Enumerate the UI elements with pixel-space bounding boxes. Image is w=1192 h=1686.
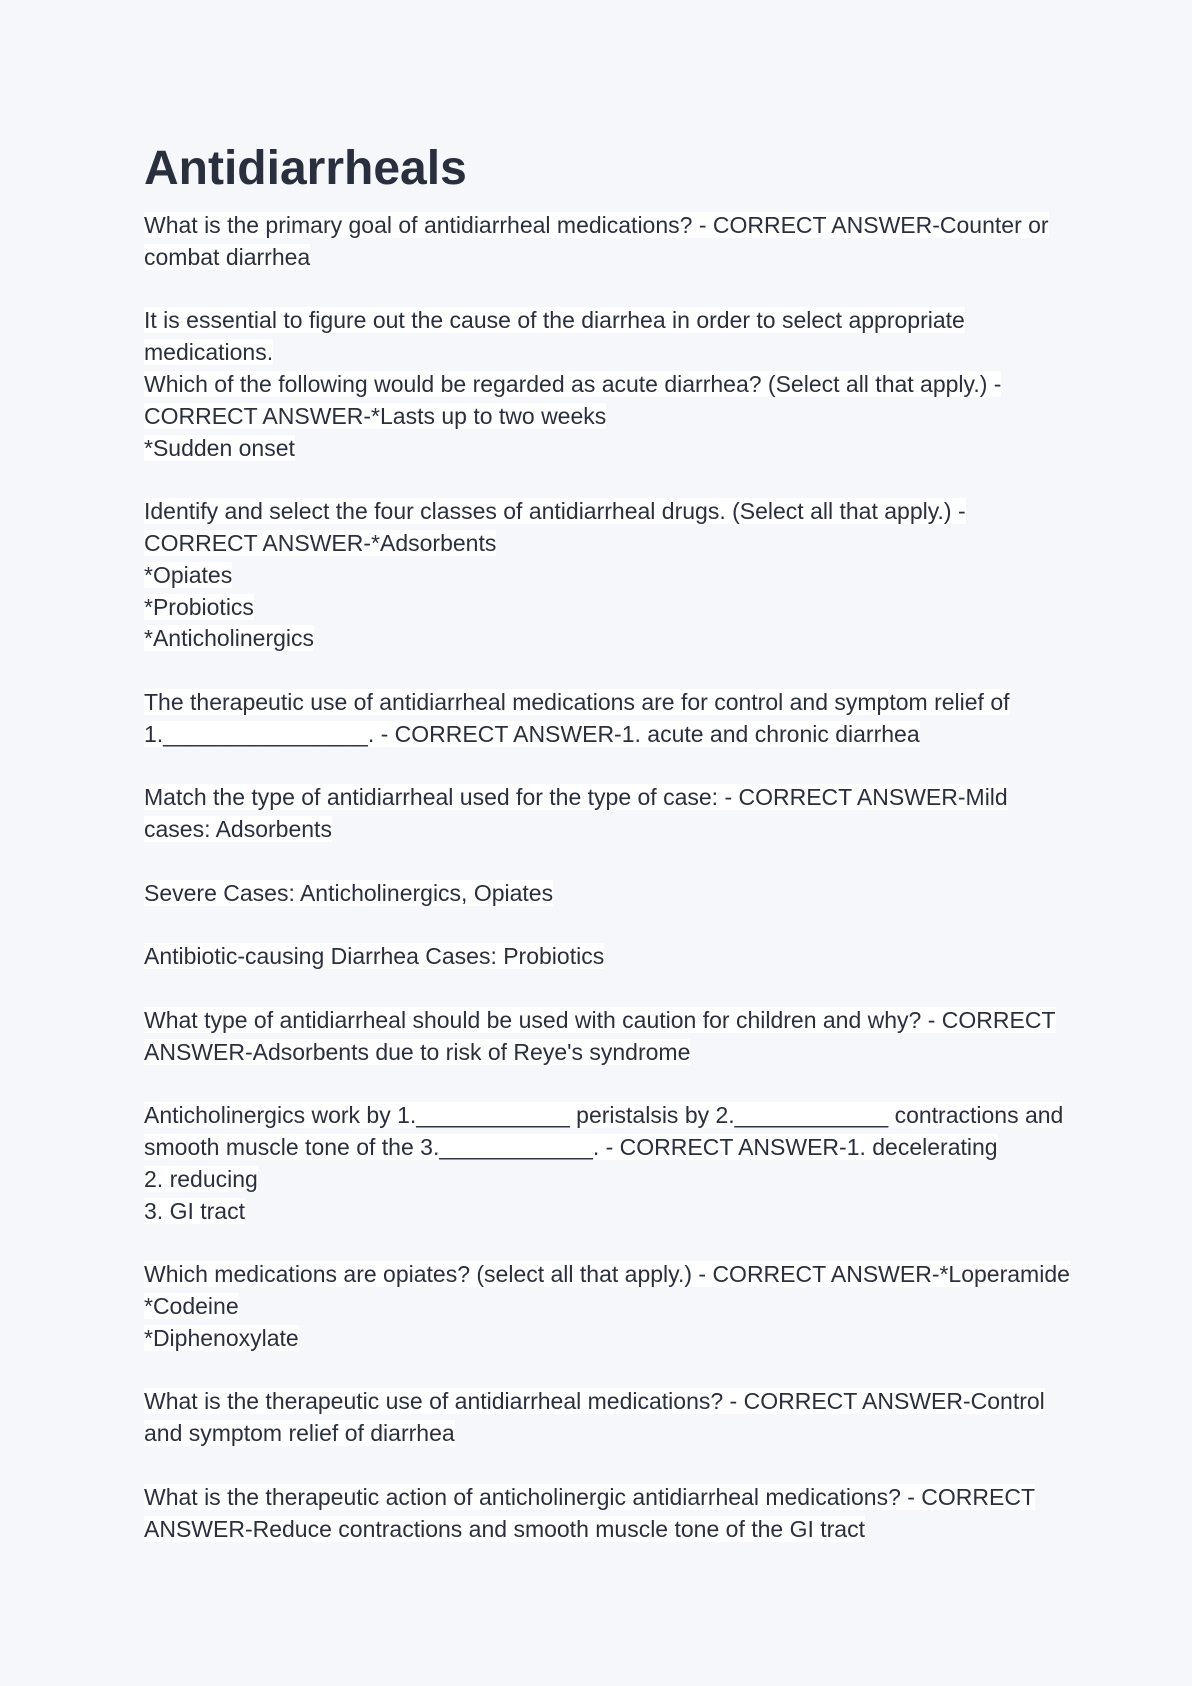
text-line-content: The therapeutic use of antidiarrheal medications are for control and symptom relief of [144, 688, 1010, 715]
text-line-content: *Opiates [144, 561, 233, 588]
text-line [144, 1132, 1134, 1164]
text-line-content: Identify and select the four classes of antidiarrheal drugs. (Select all that apply.) - [144, 498, 966, 525]
text-line [144, 1259, 1134, 1291]
text-line-content: *Probiotics [144, 593, 254, 620]
text-line [144, 528, 1134, 560]
text-line-content: ANSWER-Reduce contractions and smooth muscle tone of the GI tract [144, 1515, 865, 1542]
text-line [144, 305, 1134, 337]
text-line-content: What is the primary goal of antidiarrheal medications? - CORRECT ANSWER-Counter or [144, 212, 1049, 238]
paragraph-gap [144, 1069, 1134, 1101]
paragraph-gap [144, 1355, 1134, 1387]
text-line [144, 941, 1134, 973]
text-line [144, 496, 1134, 528]
text-line-content: Which of the following would be regarded as acute diarrhea? (Select all that apply.) - [144, 370, 1002, 397]
text-line-content: Which medications are opiates? (select all that apply.) - CORRECT ANSWER-*Loperamide [144, 1261, 1070, 1288]
text-line [144, 1482, 1134, 1514]
text-line-content: combat diarrhea [144, 243, 311, 270]
text-line-content: 3. GI tract [144, 1197, 245, 1224]
text-line-content: *Anticholinergics [144, 625, 315, 652]
text-line-content: cases: Adsorbents [144, 816, 332, 843]
text-line [144, 242, 1134, 274]
text-line [144, 337, 1134, 369]
text-line [144, 687, 1134, 719]
text-line [144, 369, 1134, 401]
text-line-content: What is the therapeutic use of antidiarrheal medications? - CORRECT ANSWER-Control [144, 1388, 1045, 1415]
text-line [144, 1291, 1134, 1323]
paragraph-gap [144, 910, 1134, 942]
paragraph-gap [144, 464, 1134, 496]
paragraph-gap [144, 655, 1134, 687]
text-line-content: 1.________________. - CORRECT ANSWER-1. acute and chronic diarrhea [144, 720, 920, 747]
text-line [144, 878, 1134, 910]
paragraph-gap [144, 751, 1134, 783]
text-line [144, 1005, 1134, 1037]
text-line-content: *Diphenoxylate [144, 1324, 299, 1351]
text-line [144, 1386, 1134, 1418]
text-line-content: *Sudden onset [144, 434, 295, 461]
paragraph-gap [144, 846, 1134, 878]
text-line-content: Anticholinergics work by 1.____________ peristalsis by 2.____________ contractions and [144, 1102, 1064, 1129]
document-body [144, 210, 1134, 1545]
text-line [144, 1323, 1134, 1355]
text-line [144, 560, 1134, 592]
text-line [144, 1514, 1134, 1546]
text-line-content: What is the therapeutic action of anticholinergic antidiarrheal medications? - CORRECT [144, 1483, 1036, 1510]
text-line [144, 814, 1134, 846]
text-line-content: It is essential to figure out the cause of the diarrhea in order to select appropriate [144, 307, 965, 334]
text-line [144, 1196, 1134, 1228]
text-line-content: ANSWER-Adsorbents due to risk of Reye's syndrome [144, 1038, 691, 1065]
text-line-content: Severe Cases: Anticholinergics, Opiates [144, 879, 554, 906]
text-line [144, 623, 1134, 655]
text-line [144, 433, 1134, 465]
text-line [144, 782, 1134, 814]
text-line-content: smooth muscle tone of the 3.____________. - CORRECT ANSWER-1. decelerating [144, 1134, 998, 1161]
paragraph-gap [144, 1228, 1134, 1260]
text-line-content: CORRECT ANSWER-*Adsorbents [144, 529, 497, 556]
text-line-content: and symptom relief of diarrhea [144, 1420, 455, 1447]
text-line [144, 210, 1134, 242]
text-line-content: medications. [144, 339, 274, 366]
text-line [144, 1037, 1134, 1069]
text-line-content: 2. reducing [144, 1165, 258, 1192]
text-line-content: Antibiotic-causing Diarrhea Cases: Probiotics [144, 943, 605, 970]
text-line [144, 1100, 1134, 1132]
text-line-content: Match the type of antidiarrheal used for the type of case: - CORRECT ANSWER-Mild [144, 784, 1008, 811]
text-line-content: CORRECT ANSWER-*Lasts up to two weeks [144, 402, 607, 429]
text-line-content: What type of antidiarrheal should be used with caution for children and why? - CORRECT [144, 1006, 1056, 1033]
text-line [144, 592, 1134, 624]
text-line [144, 1418, 1134, 1450]
text-line [144, 401, 1134, 433]
paragraph-gap [144, 973, 1134, 1005]
text-line-content: *Codeine [144, 1293, 239, 1320]
paragraph-gap [144, 274, 1134, 306]
text-line [144, 719, 1134, 751]
paragraph-gap [144, 1450, 1134, 1482]
document-title: Antidiarrheals [144, 142, 467, 195]
text-line [144, 1164, 1134, 1196]
